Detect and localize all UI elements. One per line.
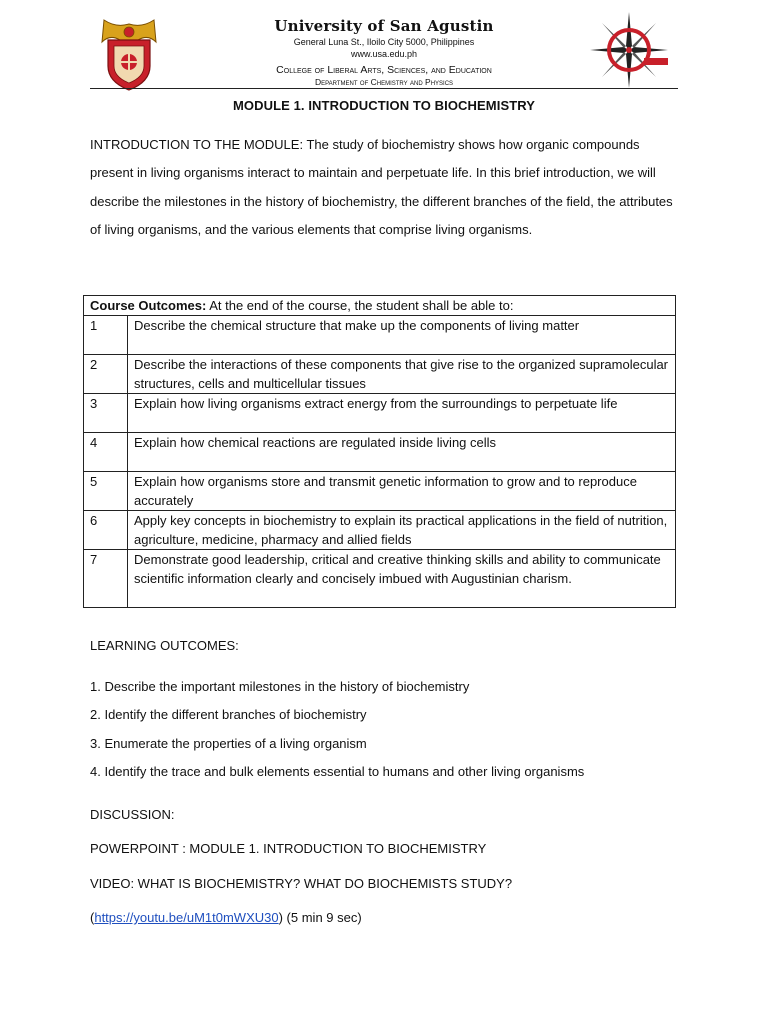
discussion-heading: DISCUSSION: <box>90 807 175 822</box>
outcome-number: 7 <box>84 550 128 608</box>
table-row <box>84 511 676 550</box>
video-link-line <box>90 909 362 927</box>
list-item: 1. Describe the important milestones in the history of biochemistry <box>90 679 470 694</box>
university-website: www.usa.edu.ph <box>350 49 418 59</box>
table-row <box>84 550 676 608</box>
course-outcomes-header <box>84 296 676 316</box>
department-name: Department of Chemistry and Physics <box>314 77 454 87</box>
video-link-open: ( <box>90 910 95 925</box>
course-outcomes-lead: At the end of the course, the student shall be able to: <box>206 298 514 313</box>
outcome-number: 6 <box>84 511 128 550</box>
table-row <box>84 472 676 511</box>
video-reference: VIDEO: WHAT IS BIOCHEMISTRY? WHAT DO BIOCHEMISTS STUDY? <box>90 876 513 891</box>
course-outcomes-header-row <box>84 296 676 316</box>
list-item: 4. Identify the trace and bulk elements essential to humans and other living organisms <box>90 764 585 780</box>
outcome-number: 5 <box>84 472 128 511</box>
course-outcomes-label: Course Outcomes: <box>90 298 207 313</box>
table-row <box>84 316 676 355</box>
outcome-text: Describe the chemical structure that make up the components of living matter <box>128 316 676 355</box>
letterhead-text <box>170 16 598 88</box>
outcome-number: 3 <box>84 394 128 433</box>
module-introduction: INTRODUCTION TO THE MODULE: The study of biochemistry shows how organic compounds present in living organisms interact to maintain and perpetuate life. In this brief introduction, we will describe the milestones in the history of biochemistry, the different branches of the field, the attributes of living organisms, and the various elements that comprise living organisms. <box>90 137 673 238</box>
header-divider <box>90 88 678 89</box>
list-item: 3. Enumerate the properties of a living organism <box>90 735 367 751</box>
outcome-number: 1 <box>84 316 128 355</box>
compass-star-icon <box>588 10 670 90</box>
module-title: MODULE 1. INTRODUCTION TO BIOCHEMISTRY <box>232 98 536 113</box>
letterhead <box>90 8 678 90</box>
university-seal-icon <box>98 16 160 92</box>
table-row <box>84 433 676 472</box>
outcome-text: Explain how organisms store and transmit genetic information to grow and to reproduce accurately <box>128 472 676 511</box>
outcome-text: Explain how living organisms extract energy from the surroundings to perpetuate life <box>128 394 676 433</box>
learning-outcomes-heading: LEARNING OUTCOMES: <box>90 638 239 653</box>
video-duration: ) (5 min 9 sec) <box>278 910 362 925</box>
video-link[interactable]: https://youtu.be/uM1t0mWXU30 <box>94 910 279 925</box>
powerpoint-reference: POWERPOINT : MODULE 1. INTRODUCTION TO BIOCHEMISTRY <box>90 841 487 856</box>
university-address: General Luna St., Iloilo City 5000, Philippines <box>293 37 475 47</box>
college-name: College of Liberal Arts, Sciences, and Education <box>276 64 492 76</box>
outcome-text: Demonstrate good leadership, critical and creative thinking skills and ability to communicate scientific information clearly and concisely imbued with Augustinian charism. <box>128 550 676 608</box>
learning-outcomes-list <box>90 678 670 792</box>
outcome-text: Apply key concepts in biochemistry to explain its practical applications in the field of nutrition, agriculture, medicine, pharmacy and allied fields <box>128 511 676 550</box>
outcome-number: 4 <box>84 433 128 472</box>
outcome-number: 2 <box>84 355 128 394</box>
course-outcomes-table <box>83 295 676 608</box>
table-row <box>84 355 676 394</box>
outcome-text: Explain how chemical reactions are regulated inside living cells <box>128 433 676 472</box>
outcome-text: Describe the interactions of these components that give rise to the organized supramolecular structures, cells and multicellular tissues <box>128 355 676 394</box>
list-item: 2. Identify the different branches of biochemistry <box>90 707 367 723</box>
table-row <box>84 394 676 433</box>
university-name: University of San Agustin <box>274 17 494 35</box>
